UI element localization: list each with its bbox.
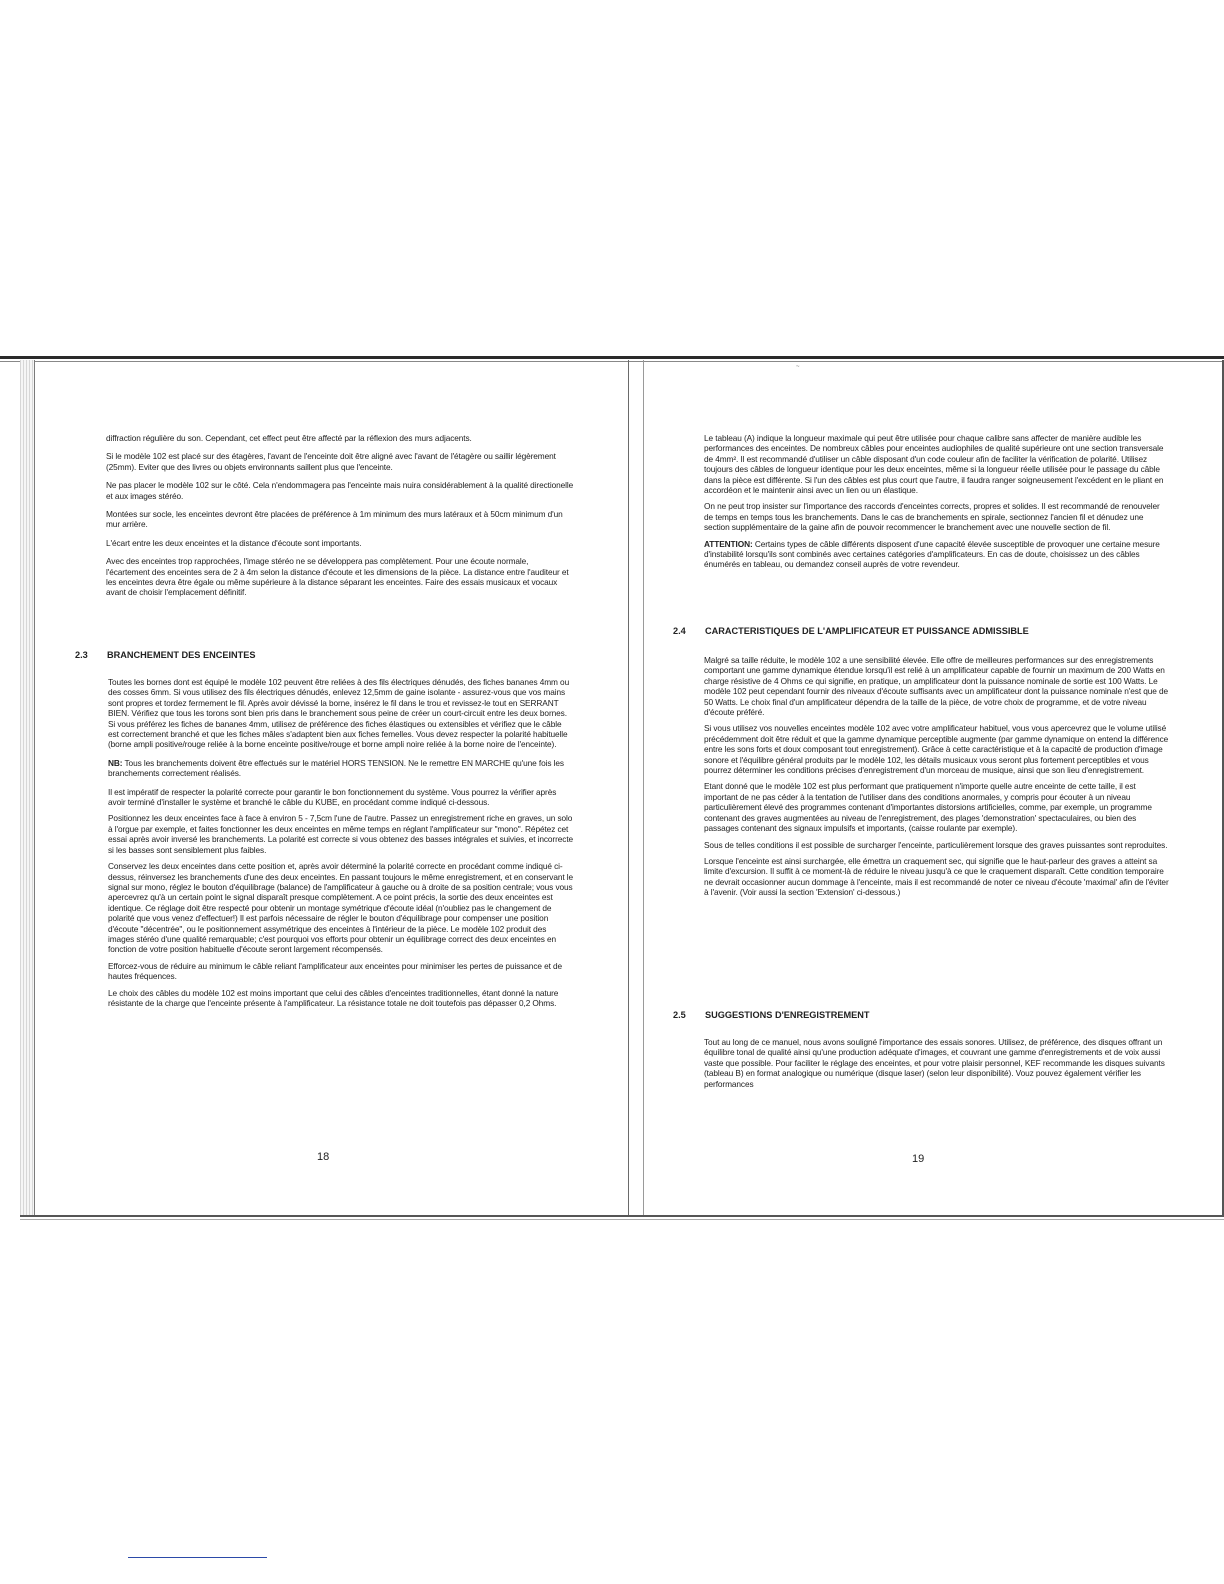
center-gutter (628, 360, 629, 1215)
paragraph: Malgré sa taille réduite, le modèle 102 a une sensibilité élevée. Elle offre de meilleures performances sur des enregistrements comportant une gamme dynamique étendue lorsqu'il est relié à un amplificateur capable de fournir un maximum de 200 Watts en charge résistive de 4 Ohms ce qui signifie, en pratique, un amplificateur dont la puissance nominale de sortie est 100 Watts. Le modèle 102 peut cependant fournir des niveaux d'écoute suffisants avec un amplificateur dont la puissance nominale n'est que de 50 Watts. Le choix final d'un amplificateur dépendra de la taille de la pièce, de votre choix de programme, et de votre niveau d'écoute préféré. (704, 655, 1169, 718)
paragraph: Le choix des câbles du modèle 102 est moins important que celui des câbles d'enceintes traditionnelles, étant donné la nature résistante de la charge que l'enceinte présente à l'amplificateur. La résistance totale ne doit toutefois pas dépasser 0,2 Ohms. (108, 987, 559, 1008)
paragraph: Sous de telles conditions il est possible de surcharger l'enceinte, particulièrement lorsque des graves puissantes sont reproduites. (704, 839, 1168, 850)
paragraph: Ne pas placer le modèle 102 sur le côté. Cela n'endommagera pas l'enceinte mais nuira considérablement à la qualité directionelle et aux images stéréo. (106, 480, 574, 501)
paragraph: L'écart entre les deux enceintes et la distance d'écoute sont importants. (106, 537, 362, 548)
footer-link-underline (128, 1557, 267, 1558)
paragraph: Efforcez-vous de réduire au minimum le câble reliant l'amplificateur aux enceintes pour minimiser les pertes de puissance et de hautes fréquences. (108, 960, 563, 982)
right-page-section-2-4-body (704, 655, 1170, 904)
page-number-right: 19 (912, 1153, 925, 1165)
paragraph: Toutes les bornes dont est équipé le modèle 102 peuvent être reliées à des fils électriques dénudés, des fiches bananes 4mm ou des cosses 6mm. Si vous utilisez des fils électriques dénudés, enlevez 12,5mm de gaine isolante - assurez-vous que vos mains sont propres et tordez fermement le fil. Après avoir dévissé la borne, insérez le fil dans le trou et revissez-le tout en SERRANT BIEN. Vérifiez que tous les torons sont bien pris dans le branchement sous peine de créer un court-circuit entre les deux bornes. Si vous préférez les fiches de bananes 4mm, utilisez de préférence des fiches élastiques ou extensibles et vérifiez que le câble est correctement branché et que les fiches mâles s'adaptent bien aux fiches femelles. Vous devez respecter la polarité habituelle (borne ampli positive/rouge reliée à la borne enceinte positive/rouge et borne ampli noire reliée à la borne noire de l'enceinte). (108, 677, 570, 750)
page-number-left: 18 (317, 1151, 330, 1163)
scan-smudge: ~ (796, 364, 800, 370)
attention-paragraph (704, 539, 1170, 570)
left-page-section-2-3-body (108, 677, 574, 1014)
left-page-intro (106, 433, 574, 606)
nb-text: Tous les branchements doivent être effectués sur le matériel HORS TENSION. Ne le remettre EN MARCHE qu'une fois les branchements correctement réalisés. (108, 757, 564, 779)
paragraph: Si le modèle 102 est placé sur des étagères, l'avant de l'enceinte doit être aligné avec l'avant de l'étagère ou saillir légèrement (25mm). Eviter que des livres ou objets environnants saillent plus que l'enceinte. (106, 451, 556, 472)
paragraph: Etant donné que le modèle 102 est plus performant que pratiquement n'importe quelle autre enceinte de cette taille, il est important de ne pas céder à la tentation de l'utiliser dans des conditions anormales, y compris pour écouter à un niveau particulièrement élevé des programmes contenant d'importantes distorsions artificielles, comme, par exemple, un programme contenant des graves augmentées au niveau de l'enregistrement, des plages 'demonstration' spectaculaires, ou bien des passages contenant des signaux impulsifs et importants, (caisse roulante par exemple). (704, 781, 1152, 834)
paragraph: Le tableau (A) indique la longueur maximale qui peut être utilisée pour chaque calibre sans affecter de manière audible les performances des enceintes. De nombreux câbles pour enceintes audiophiles de qualité supérieure ont une section transversale de 4mm². Il est recommandé d'utiliser un câble disposant d'un code couleur afin de faciliter la vérification de polarité. Utilisez toujours des câbles de longueur identique pour les deux enceintes, même si la longueur réelle utilisée pour le passage du câble dans la pièce est différente. Si l'un des câbles est plus court que l'autre, il faudra ranger soigneusement l'excédent en le pliant en accordéon et le maintenir ainsi avec un lien ou un élastique. (704, 433, 1164, 496)
nb-label: NB: (108, 757, 123, 768)
paragraph: Montées sur socle, les enceintes devront être placées de préférence à 1m minimum des murs latéraux et à 50cm minimum d'un mur arrière. (106, 509, 563, 530)
section-title: BRANCHEMENT DES ENCEINTES (107, 650, 256, 660)
nb-paragraph (108, 758, 574, 779)
paragraph: Positionnez les deux enceintes face à face à environ 5 - 7,5cm l'une de l'autre. Passez un enregistrement riche en graves, un solo à l'orgue par exemple, et faites fonctionner les deux enceintes en même temps en réglant l'amplificateur sur "mono". Répétez cet essai après avoir inversé les branchements. La polarité est correcte si vous obtenez des basses intégrales et suivies, et incorrecte si les basses sont sensiblement plus faibles. (108, 813, 574, 855)
paragraph: Tout au long de ce manuel, nous avons souligné l'importance des essais sonores. Utilisez, de préférence, des disques offrant un équilibre tonal de qualité ainsi qu'une production adéquate d'images, et couvrant une gamme d'enregistrements et de voix aussi vaste que possible. Pour faciliter le réglage des enceintes, et pour votre plaisir personnel, KEF recommande les disques suivants (tableau B) en format analogique ou numérique (disque laser) (selon leur disponibilité). Vouz pouvez également vérifier les performances (704, 1037, 1165, 1089)
section-number: 2.4 (673, 626, 686, 636)
paragraph: Conservez les deux enceintes dans cette position et, après avoir déterminé la polarité correcte en procédant comme indiqué ci-dessus, réinversez les branchements d'une des deux enceintes. En passant toujours le même enregistrement, et en conservant le signal sur mono, réglez le bouton d'équilibrage (balance) de l'amplificateur à gauche ou à droite de sa position centrale; vous vous apercevrez qu'à un certain point le signal disparaît presque complètement. A ce point précis, la sortie des deux enceintes est identique. Ce réglage doit être respecté pour obtenir un montage symétrique d'écoute idéal (n'oubliez pas le changement de polarité que vous venez d'effectuer!) Il est parfois nécessaire de régler le bouton d'équilibrage pour compenser une position d'écoute "décentrée", ou le positionnement assymétrique des enceintes à l'intérieur de la pièce. Le modèle 102 produit des images stéréo d'une qualité remarquable; c'est pourquoi vos efforts pour obtenir un équilibrage correct des deux enceintes en fonction de votre position habituelle d'écoute seront largement récompensés. (108, 861, 574, 955)
paragraph: diffraction régulière du son. Cependant, cet effect peut être affecté par la réflexion des murs adjacents. (106, 433, 472, 443)
section-title: SUGGESTIONS D'ENREGISTREMENT (705, 1010, 870, 1020)
scan-top-edge (0, 356, 1224, 359)
right-page-intro (704, 433, 1170, 576)
paragraph: Lorsque l'enceinte est ainsi surchargée, elle émettra un craquement sec, qui signifie que le haut-parleur des graves a atteint sa limite d'excursion. Il suffit à ce moment-là de réduire le niveau jusqu'à ce que le craquement disparaît. Cette condition temporaire ne devrait occasionner aucun dommage à l'enceinte, mais il est recommandé de noter ce niveau d'écoute 'maximal' afin de l'éviter à l'avenir. (Voir aussi la section 'Extension' ci-dessous.) (704, 855, 1169, 898)
attention-label: ATTENTION: (704, 538, 753, 549)
attention-text: Certains types de câble différents disposent d'une capacité élevée susceptible de provoquer une certaine mesure d'instabilité lorsqu'ils sont combinés avec certaines catégories d'amplificateurs. En cas de doute, choisissez un des câbles énumérés en tableau, ou demandez conseil auprès de votre revendeur. (704, 538, 1160, 570)
right-page-section-2-5-body (704, 1037, 1170, 1097)
paragraph: On ne peut trop insister sur l'importance des raccords d'enceintes corrects, propres et solides. Il est recommandé de renouveler de temps en temps tous les branchements. Dans le cas de branchements en spirale, sectionnez l'ancien fil et dénudez une section supplémentaire de la gaine afin de pouvoir recommencer le branchement avec une nouvelle section de fil. (704, 501, 1160, 533)
scan-bottom-edge (20, 1215, 1224, 1217)
paragraph: Si vous utilisez vos nouvelles enceintes modèle 102 avec votre amplificateur habituel, vous vous apercevrez que le volume utilisé précédemment doit être réduit et que la gamme dynamique perceptible augmente (par gamme dynamique on entend la différence entre les sons forts et doux composant tout enregistrement). Grâce à cette caractéristique et à la capacité de production d'image sonore et l'équilibre général produits par le modèle 102, les détails musicaux vous seront plus fortement perceptibles et vous pourrez déterminer les conditions précises d'enregistrement d'un morceau de musique, ainsi que son lieu d'enregistrement. (704, 723, 1169, 776)
section-title: CARACTERISTIQUES DE L'AMPLIFICATEUR ET PUISSANCE ADMISSIBLE (705, 626, 1029, 636)
section-number: 2.3 (75, 650, 88, 660)
binding-shadow (20, 360, 34, 1216)
scan-bottom-edge-inner (20, 1219, 1224, 1220)
paragraph: Avec des enceintes trop rapprochées, l'image stéréo ne se développera pas complètement. Pour une écoute normale, l'écartement des enceintes sera de 2 à 4m selon la distance d'écoute et les dimensions de la pièce. La distance entre l'auditeur et les enceintes devra être égale ou même supérieure à la distance séparant les enceintes. Faire des essais musicaux et vocaux avant de choisir l'emplacement définitif. (106, 556, 569, 598)
section-number: 2.5 (673, 1010, 686, 1020)
paragraph: Il est impératif de respecter la polarité correcte pour garantir le bon fonctionnement du système. Vous pourrez la vérifier après avoir terminé d'installer le système et branché le câble du KUBE, en procédant comme indiqué ci-dessous. (108, 786, 557, 808)
